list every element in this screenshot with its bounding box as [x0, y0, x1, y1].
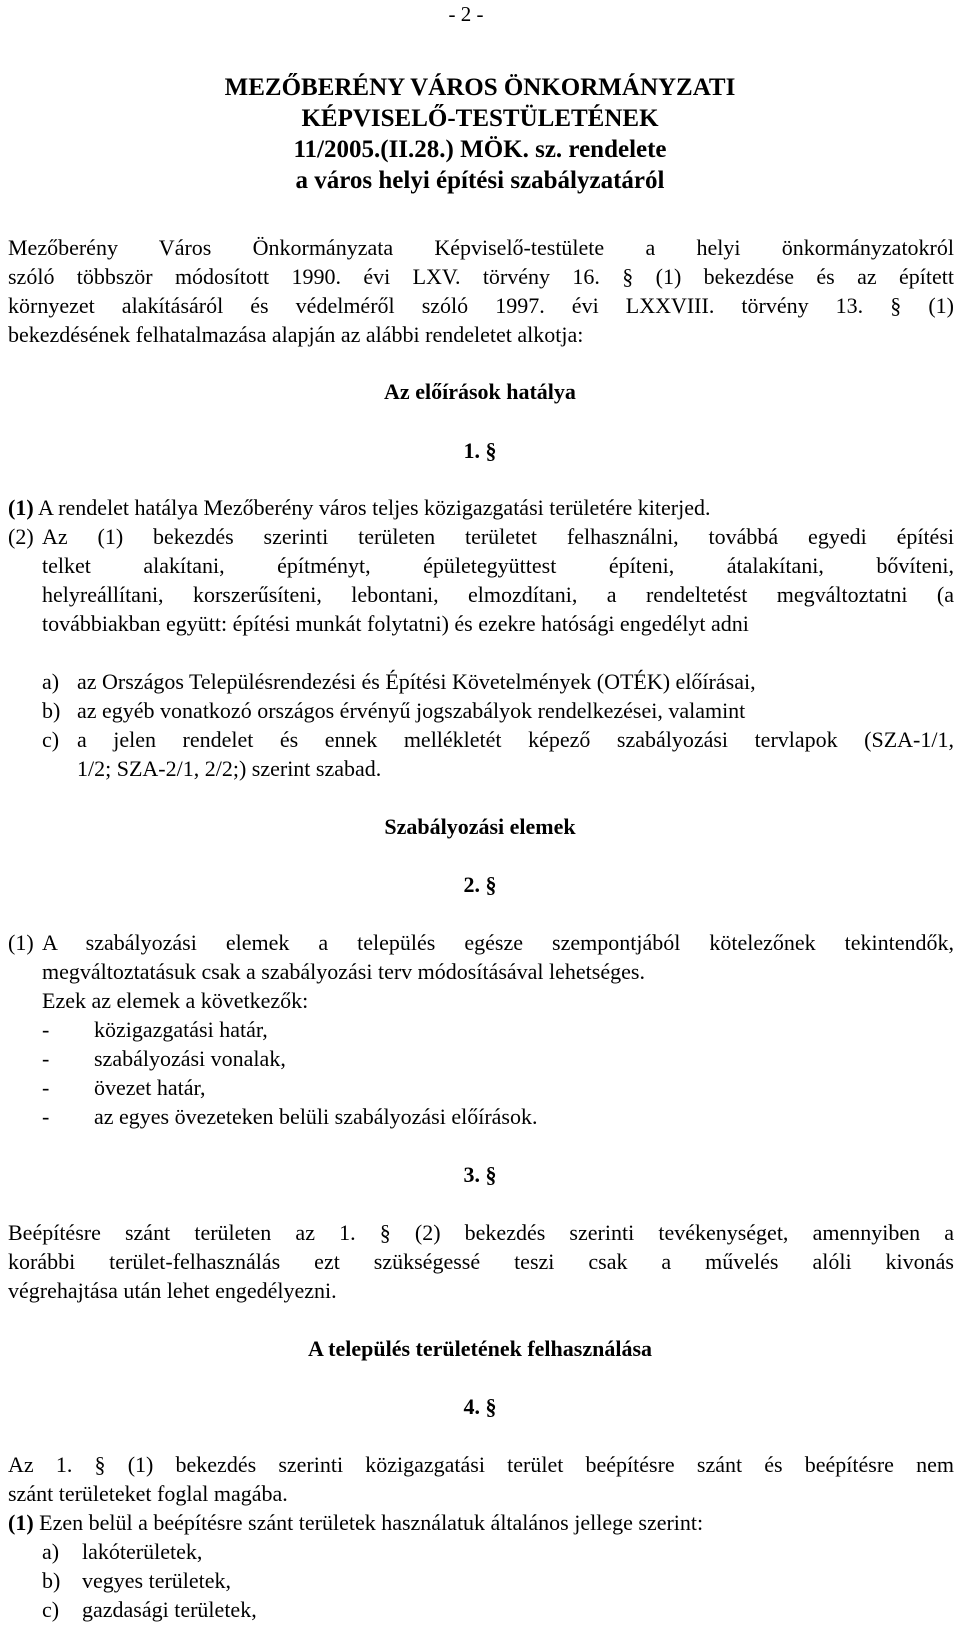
s1-p2-line: telket alakítani, építményt, épületegyüttest építeni, átalakítani, bővíteni, — [42, 553, 954, 578]
preamble-line: Mezőberény Város Önkormányzata Képviselő-testülete a helyi önkormányzatokról — [8, 235, 954, 260]
s4-p1 — [8, 1508, 703, 1537]
list-marker: c) — [42, 1597, 60, 1622]
list-marker: a) — [42, 669, 60, 694]
s4-line: szánt területeket foglal magába. — [8, 1481, 288, 1506]
s4-line: Az 1. § (1) bekezdés szerinti közigazgatási terület beépítésre szánt és beépítésre nem — [8, 1452, 954, 1477]
page-number: - 2 - — [448, 2, 484, 26]
preamble — [8, 233, 954, 349]
s1-p2-line: továbbiakban együtt: építési munkát folytatni) és ezekre hatósági engedélyt adni — [42, 611, 749, 636]
heading-land-use: A település területének felhasználása — [307, 1336, 653, 1361]
s4-text — [8, 1450, 954, 1508]
section-2-number: 2. § — [463, 872, 497, 897]
s3-text — [8, 1218, 954, 1305]
s2-p1-line: megváltoztatásuk csak a szabályozási terv módosításával lehetséges. — [42, 959, 645, 984]
title-line: MEZŐBERÉNY VÁROS ÖNKORMÁNYZATI — [224, 74, 736, 101]
dash: - — [42, 1104, 50, 1129]
preamble-line: szóló többször módosított 1990. évi LXV. törvény 16. § (1) bekezdése és az épített — [8, 264, 954, 289]
document-title — [0, 72, 960, 196]
title-line: 11/2005.(II.28.) MÖK. sz. rendelete — [293, 136, 667, 163]
list-item: övezet határ, — [94, 1075, 206, 1100]
s1-p2-line: helyreállítani, korszerűsíteni, lebontani, elmozdítani, a rendeltetést megváltoztatni (a — [42, 582, 954, 607]
paragraph-text: A rendelet hatálya Mezőberény város teljes közigazgatási területére kiterjed. — [37, 495, 711, 520]
title-line: a város helyi építési szabályzatáról — [295, 167, 665, 194]
dash: - — [42, 1017, 50, 1042]
list-marker: c) — [42, 727, 60, 752]
list-marker: a) — [42, 1539, 60, 1564]
s3-line: Beépítésre szánt területen az 1. § (2) bekezdés szerinti tevékenységet, amennyiben a — [8, 1220, 954, 1245]
heading-regulatory-elements: Szabályozási elemek — [384, 814, 576, 839]
section-3-number: 3. § — [463, 1162, 497, 1187]
s1-p2 — [42, 522, 954, 551]
s2-intro: Ezek az elemek a következők: — [42, 988, 309, 1013]
title-line: KÉPVISELŐ-TESTÜLETÉNEK — [301, 105, 659, 132]
s1-p2-num: (2) — [8, 524, 34, 549]
list-item: lakóterületek, — [82, 1539, 203, 1564]
list-item: vegyes területek, — [82, 1568, 232, 1593]
paragraph-number: (1) — [8, 1510, 34, 1535]
heading-scope: Az előírások hatálya — [384, 379, 576, 404]
list-item: szabályozási vonalak, — [94, 1046, 286, 1071]
s3-line: korábbi terület-felhasználás ezt szükségessé teszi csak a művelés alóli kivonás — [8, 1249, 954, 1274]
s3-line: végrehajtása után lehet engedélyezni. — [8, 1278, 337, 1303]
list-item-continuation: 1/2; SZA-2/1, 2/2;) szerint szabad. — [77, 756, 382, 781]
s1-p1 — [8, 493, 710, 522]
s1-p2-line: Az (1) bekezdés szerinti területen területet felhasználni, továbbá egyedi építési — [42, 524, 954, 549]
dash: - — [42, 1075, 50, 1100]
list-marker: b) — [42, 698, 61, 723]
dash: - — [42, 1046, 50, 1071]
list-item: az Országos Településrendezési és Építési Követelmények (OTÉK) előírásai, — [77, 669, 756, 694]
list-marker: b) — [42, 1568, 61, 1593]
s1-p2-cont — [42, 551, 954, 638]
list-item: gazdasági területek, — [82, 1597, 257, 1622]
section-4-number: 4. § — [463, 1394, 497, 1419]
s2-p1-line: A szabályozási elemek a település egésze szempontjából kötelezőnek tekintendők, — [42, 930, 954, 955]
paragraph-text: Ezen belül a beépítésre szánt területek használatuk általános jellege szerint: — [39, 1510, 704, 1535]
paragraph-number: (1) — [8, 930, 34, 955]
list-item: közigazgatási határ, — [94, 1017, 268, 1042]
section-1-number: 1. § — [463, 438, 497, 463]
preamble-line: környezet alakításáról és védelméről szóló 1997. évi LXXVIII. törvény 13. § (1) — [8, 293, 954, 318]
list-item: az egyes övezeteken belüli szabályozási előírások. — [94, 1104, 538, 1129]
list-item: a jelen rendelet és ennek mellékletét képező szabályozási tervlapok (SZA-1/1, — [77, 727, 954, 752]
list-item: az egyéb vonatkozó országos érvényű jogszabályok rendelkezései, valamint — [77, 698, 746, 723]
paragraph-number: (1) — [8, 495, 34, 520]
preamble-line: bekezdésének felhatalmazása alapján az alábbi rendeletet alkotja: — [8, 322, 584, 347]
